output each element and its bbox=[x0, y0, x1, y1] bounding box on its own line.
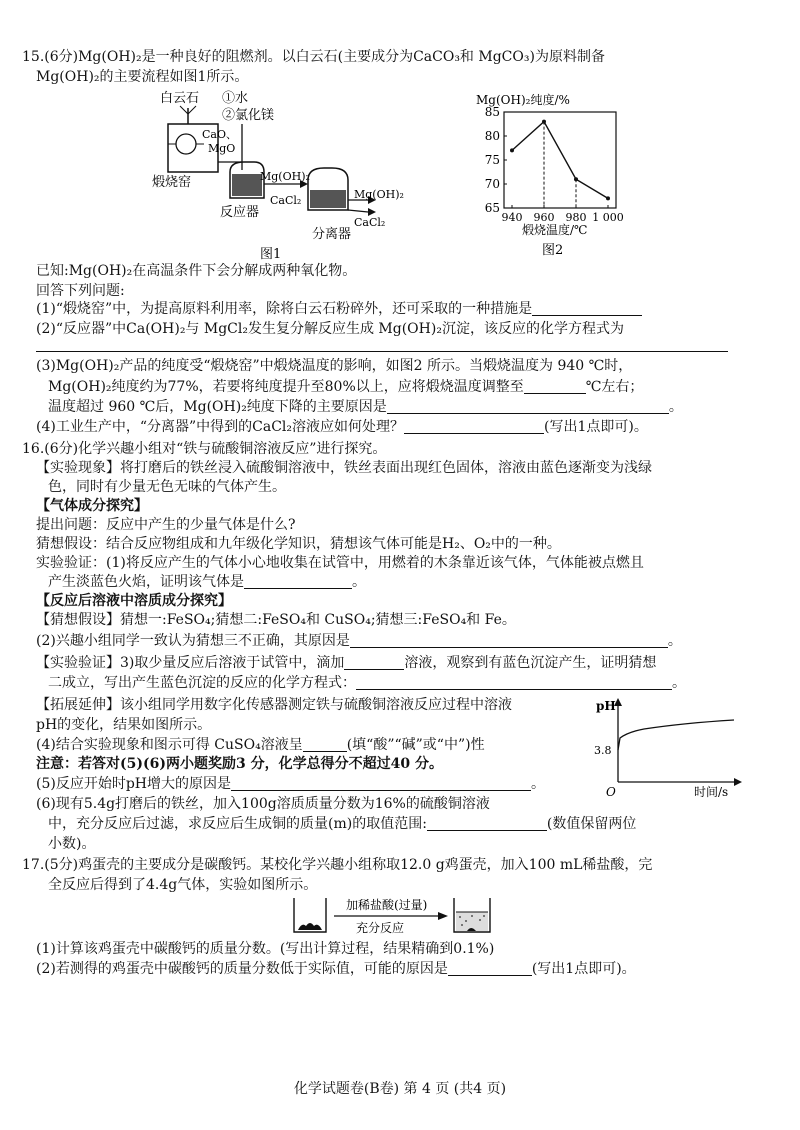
q16-line14b-text: (填“酸”“碱”或“中”)性 bbox=[346, 737, 485, 753]
q15-known: 已知:Mg(OH)₂在高温条件下会分解成两种氧化物。 bbox=[36, 263, 357, 279]
answer-blank-16-3a[interactable] bbox=[344, 655, 404, 670]
ph-time-label: 时间/s bbox=[694, 785, 729, 798]
fig1-mgo: MgO bbox=[208, 142, 236, 155]
q16-line10 bbox=[36, 654, 656, 672]
chart-y-tick-label: 85 bbox=[484, 105, 500, 119]
q16-line7-text: 产生淡蓝色火焰，证明该气体是 bbox=[48, 574, 244, 590]
ph-axis-label: pH bbox=[596, 699, 616, 713]
q15-part3c-text: 温度超过 960 ℃后，Mg(OH)₂纯度下降的主要原因是 bbox=[48, 399, 387, 415]
answer-blank-15-4[interactable] bbox=[404, 419, 544, 434]
figure1-process-flow bbox=[150, 88, 430, 266]
q17-part2-text: (2)若测得的鸡蛋壳中碳酸钙的质量分数低于实际值，可能的原因是 bbox=[36, 961, 448, 977]
q16-bonus-note: 注意：若答对(5)(6)两小题奖励3 分，化学总得分不超过40 分。 bbox=[36, 756, 443, 772]
q15-part4-end: (写出1点即可)。 bbox=[544, 419, 648, 435]
q15-part4-text: (4)工业生产中，“分离器”中得到的CaCl₂溶液应如何处理？ bbox=[36, 419, 405, 435]
answer-blank-15-3b[interactable] bbox=[387, 399, 669, 414]
q16-heading-gas: 【气体成分探究】 bbox=[36, 498, 148, 514]
q16-line7: 产生淡蓝色火焰，证明该气体是 。 bbox=[48, 574, 366, 590]
answer-blank-16-3b[interactable] bbox=[356, 675, 672, 690]
q16-heading-solution: 【反应后溶液中溶质成分探究】 bbox=[36, 593, 232, 609]
figure2-line-chart bbox=[470, 90, 630, 260]
q15-part2: (2)“反应器”中Ca(OH)₂与 MgCl₂发生复分解反应生成 Mg(OH)₂沉淀，该反应的化学方程式为 bbox=[36, 321, 624, 337]
answer-blank-16-2[interactable] bbox=[350, 633, 668, 648]
q16-line16: (5)反应开始时pH增大的原因是 。 bbox=[36, 776, 546, 792]
q15-part3a: (3)Mg(OH)₂产品的纯度受“煅烧窑”中煅烧温度的影响，如图2 所示。当煅烧温度为 940 ℃时， bbox=[36, 358, 633, 374]
q17-part2-end: (写出1点即可)。 bbox=[531, 961, 636, 977]
fig1-out1: Mg(OH)₂ bbox=[260, 170, 310, 183]
q16-line5: 猜想假设：结合反应物组成和九年级化学知识，猜想该气体可能是H₂、O₂中的一种。 bbox=[36, 536, 561, 552]
q15-part3b bbox=[48, 378, 643, 396]
fig1-mgcl-label: ②氯化镁 bbox=[222, 108, 275, 123]
chart-x-tick-label: 1 000 bbox=[592, 211, 624, 224]
chart-y-tick-label: 70 bbox=[484, 177, 500, 191]
fig1-kiln-label: 煅烧窑 bbox=[152, 175, 192, 190]
q15-part3b-end: ℃左右； bbox=[585, 379, 644, 395]
q16-line6: 实验验证：(1)将反应产生的气体小心地收集在试管中，用燃着的木条靠近该气体，气体能被点燃且 bbox=[36, 555, 644, 571]
chart-data-point bbox=[574, 177, 578, 181]
fig1-separator-label: 分离器 bbox=[312, 227, 352, 242]
q16-line1: 16.(6分)化学兴趣小组对“铁与硫酸铜溶液反应”进行探究。 bbox=[22, 441, 387, 457]
q16-line4: 提出问题：反应中产生的少量气体是什么? bbox=[36, 517, 296, 533]
q17-line1: 17.(5分)鸡蛋壳的主要成分是碳酸钙。某校化学兴趣小组称取12.0 g鸡蛋壳，加入100 mL稀盐酸，完 bbox=[22, 857, 653, 873]
q16-line13: pH的变化，结果如图所示。 bbox=[36, 717, 212, 733]
answer-blank-17-2[interactable] bbox=[448, 961, 532, 976]
q16-line9: (2)兴趣小组同学一致认为猜想三不正确，其原因是 。 bbox=[36, 633, 682, 649]
answer-blank-15-2[interactable] bbox=[36, 337, 728, 352]
q16-line10a-text: 【实验验证】3)取少量反应后溶液于试管中，滴加 bbox=[36, 655, 345, 671]
arrow-top-label: 加稀盐酸(过量) bbox=[346, 898, 428, 912]
q16-line17: (6)现有5.4g打磨后的铁丝，加入100g溶质质量分数为16%的硫酸铜溶液 bbox=[36, 796, 490, 812]
chart-caption: 图2 bbox=[542, 243, 564, 258]
ph-origin: O bbox=[606, 785, 616, 798]
q15-line1: 15.(6分)Mg(OH)₂是一种良好的阻燃剂。以白云石(主要成分为CaCO₃和 MgCO₃)为原料制备 bbox=[22, 49, 605, 65]
fig1-reactor-label: 反应器 bbox=[220, 205, 260, 220]
q17-line2: 全反应后得到了4.4g气体，实验如图所示。 bbox=[48, 877, 318, 893]
chart-data-point bbox=[510, 148, 514, 152]
q16-line19: 小数)。 bbox=[48, 836, 96, 852]
q16-line3: 色，同时有少量无色无味的气体产生。 bbox=[48, 479, 286, 495]
answer-blank-15-1[interactable] bbox=[532, 301, 642, 316]
q15-part3c: 温度超过 960 ℃后，Mg(OH)₂纯度下降的主要原因是 。 bbox=[48, 399, 683, 415]
chart-x-tick-label: 940 bbox=[501, 211, 523, 224]
q16-line2: 【实验现象】将打磨后的铁丝浸入硫酸铜溶液中，铁丝表面出现红色固体，溶液由蓝色逐渐变为浅绿 bbox=[36, 460, 652, 476]
q15-answer-intro: 回答下列问题: bbox=[36, 283, 125, 299]
chart-data-point bbox=[606, 196, 610, 200]
page-footer: 化学试题卷(B卷) 第 4 页 (共4 页) bbox=[293, 1081, 507, 1097]
q15-part1-text: (1)“煅烧窑”中，为提高原料利用率，除将白云石粉碎外，还可采取的一种措施是 bbox=[36, 301, 533, 317]
answer-blank-16-5[interactable] bbox=[231, 776, 531, 791]
q17-part2 bbox=[36, 960, 636, 978]
chart-x-tick-label: 960 bbox=[533, 211, 555, 224]
q15-part1 bbox=[36, 300, 642, 318]
q16-line11: 二成立，写出产生蓝色沉淀的反应的化学方程式： 。 bbox=[48, 675, 686, 691]
fig1-cao: CaO、 bbox=[202, 128, 237, 141]
chart-data-point bbox=[542, 120, 546, 124]
q16-line14 bbox=[36, 736, 485, 754]
chart-x-tick-label: 980 bbox=[565, 211, 587, 224]
q16-line12: 【拓展延伸】该小组同学用数字化传感器测定铁与硫酸铜溶液反应过程中溶液 bbox=[36, 697, 512, 713]
chart-xlabel: 煅烧温度/℃ bbox=[522, 223, 588, 237]
arrow-bottom-label: 充分反应 bbox=[356, 921, 405, 935]
q16-line18a-text: 中，充分反应后过滤，求反应后生成铜的质量(m)的取值范围: bbox=[48, 816, 427, 832]
q16-line14a-text: (4)结合实验现象和图示可得 CuSO₄溶液呈 bbox=[36, 737, 303, 753]
q17-part1: (1)计算该鸡蛋壳中碳酸钙的质量分数。(写出计算过程，结果精确到0.1%) bbox=[36, 941, 495, 957]
q16-line10b-text: 溶液，观察到有蓝色沉淀产生，证明猜想 bbox=[404, 655, 657, 671]
answer-blank-16-4[interactable] bbox=[303, 737, 347, 752]
answer-blank-15-3a[interactable] bbox=[524, 379, 586, 394]
q16-line18b-text: (数值保留两位 bbox=[546, 816, 637, 832]
ph-start-tick: 3.8 bbox=[594, 744, 612, 757]
q15-part2-answer bbox=[36, 336, 728, 354]
q16-line16-text: (5)反应开始时pH增大的原因是 bbox=[36, 776, 232, 792]
q15-part4 bbox=[36, 418, 648, 436]
answer-blank-16-1[interactable] bbox=[244, 574, 352, 589]
q16-line9-text: (2)兴趣小组同学一致认为猜想三不正确，其原因是 bbox=[36, 633, 350, 649]
chart-line-series bbox=[512, 122, 608, 199]
q16-line11-text: 二成立，写出产生蓝色沉淀的反应的化学方程式： bbox=[48, 675, 356, 691]
ph-time-figure bbox=[594, 696, 744, 798]
fig1-out3: CaCl₂ bbox=[354, 216, 386, 229]
fig1-cacl: CaCl₂ bbox=[270, 194, 302, 207]
q16-line18 bbox=[48, 815, 636, 833]
chart-y-tick-label: 65 bbox=[484, 201, 500, 215]
fig1-water-label: ①水 bbox=[222, 91, 249, 106]
answer-blank-16-6[interactable] bbox=[427, 816, 547, 831]
fig1-caption: 图1 bbox=[260, 247, 282, 262]
chart-ylabel: Mg(OH)₂纯度/% bbox=[476, 93, 570, 107]
chart-y-tick-label: 75 bbox=[484, 153, 500, 167]
q16-line8: 【猜想假设】猜想一:FeSO₄;猜想二:FeSO₄和 CuSO₄;猜想三:FeSO₄和 Fe。 bbox=[36, 612, 516, 628]
ph-curve bbox=[618, 720, 734, 750]
fig1-out2: Mg(OH)₂ bbox=[354, 188, 404, 201]
fig1-raw-label: 白云石 bbox=[160, 91, 200, 106]
eggshell-experiment-figure bbox=[290, 892, 500, 940]
q15-line2: Mg(OH)₂的主要流程如图1所示。 bbox=[36, 69, 249, 85]
q15-part3b-text: Mg(OH)₂纯度约为77%，若要将纯度提升至80%以上，应将煅烧温度调整至 bbox=[48, 379, 524, 395]
chart-y-tick-label: 80 bbox=[484, 129, 500, 143]
